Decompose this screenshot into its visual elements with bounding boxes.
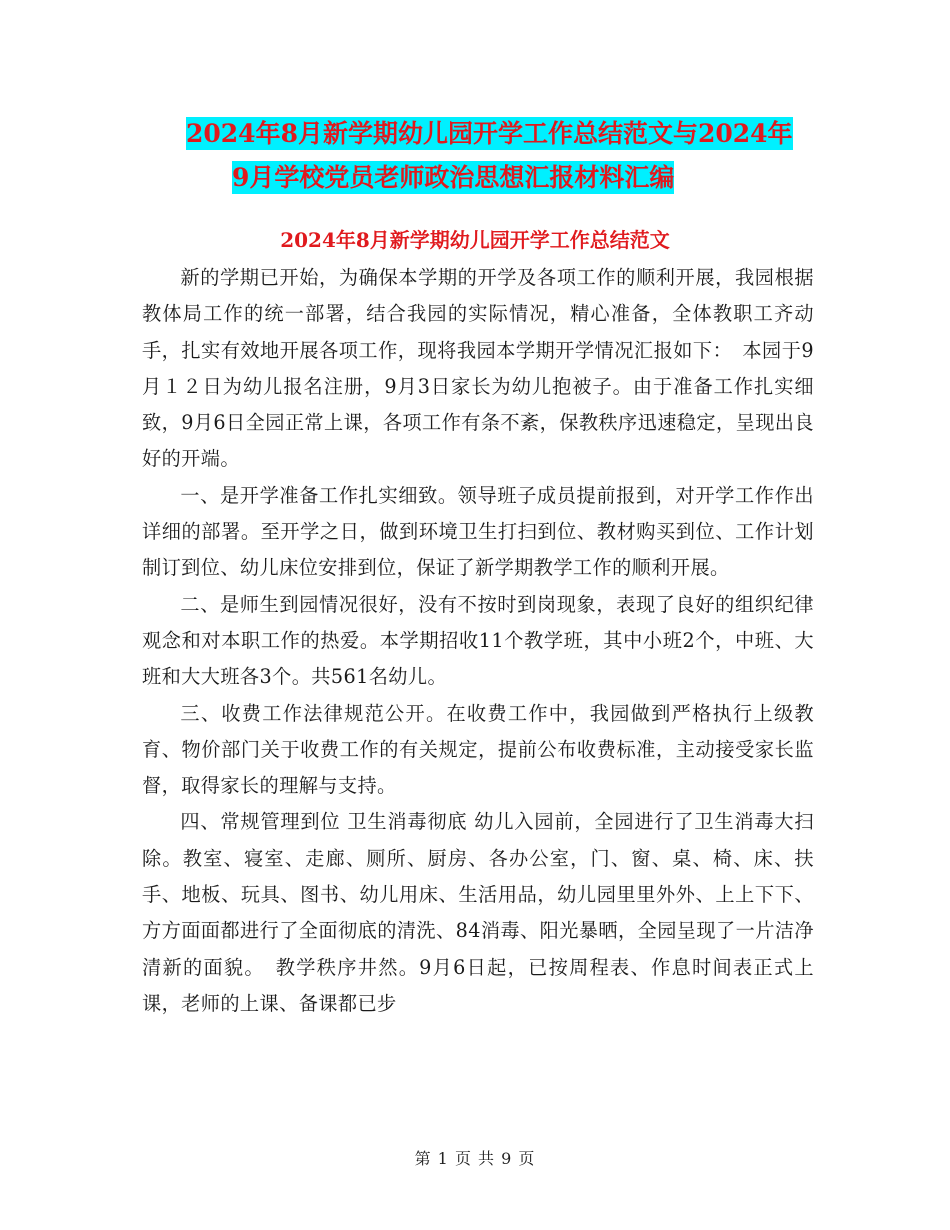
page-footer: 第 1 页 共 9 页 xyxy=(414,1149,536,1168)
main-title xyxy=(142,112,822,200)
paragraph-1: 一、是开学准备工作扎实细致。领导班子成员提前报到，对开学工作作出详细的部署。至开学之日，做到环境卫生打扫到位、教材购买到位、工作计划制订到位、幼儿床位安排到位，保证了新学期教学工作的顺利开展。 xyxy=(142,483,814,580)
paragraph-4: 四、常规管理到位 卫生消毒彻底 幼儿入园前，全园进行了卫生消毒大扫除。教室、寝室、走廊、厕所、厨房、各办公室，门、窗、桌、椅、床、扶手、地板、玩具、图书、幼儿用床、生活用品，幼儿园里里外外、上上下下、方方面面都进行了全面彻底的清洗、84消毒、阳光暴晒，全园呈现了一片洁净清新的面貌。 教学秩序井然。9月6日起，已按周程表、作息时间表正式上课，老师的上课、备课都已步 xyxy=(142,810,814,1015)
main-title-line-1 xyxy=(142,112,822,156)
main-title-line-2-highlight: 9月学校党员老师政治思想汇报材料汇编 xyxy=(232,163,675,192)
paragraph-intro: 新的学期已开始，为确保本学期的开学及各项工作的顺利开展，我园根据教体局工作的统一部署，结合我园的实际情况，精心准备，全体教职工齐动手，扎实有效地开展各项工作，现将我园本学期开学情况汇报如下： 本园于9月１２日为幼儿报名注册，9月3日家长为幼儿抱被子。由于准备工作扎实细致，9月6日全园正常上课，各项工作有条不紊，保教秩序迅速稳定，呈现出良好的开端。 xyxy=(142,266,814,471)
body-text xyxy=(142,260,814,1022)
paragraph-2: 二、是师生到园情况很好，没有不按时到岗现象，表现了良好的组织纪律观念和对本职工作的热爱。本学期招收11个教学班，其中小班2个，中班、大班和大大班各3个。共561名幼儿。 xyxy=(142,592,814,689)
main-title-line-1-highlight: 2024年8月新学期幼儿园开学工作总结范文与2024年 xyxy=(186,119,793,148)
paragraph-3: 三、收费工作法律规范公开。在收费工作中，我园做到严格执行上级教育、物价部门关于收费工作的有关规定，提前公布收费标准，主动接受家长监督，取得家长的理解与支持。 xyxy=(142,701,814,798)
section-title: 2024年8月新学期幼儿园开学工作总结范文 xyxy=(280,228,670,252)
main-title-line-2 xyxy=(142,156,822,200)
